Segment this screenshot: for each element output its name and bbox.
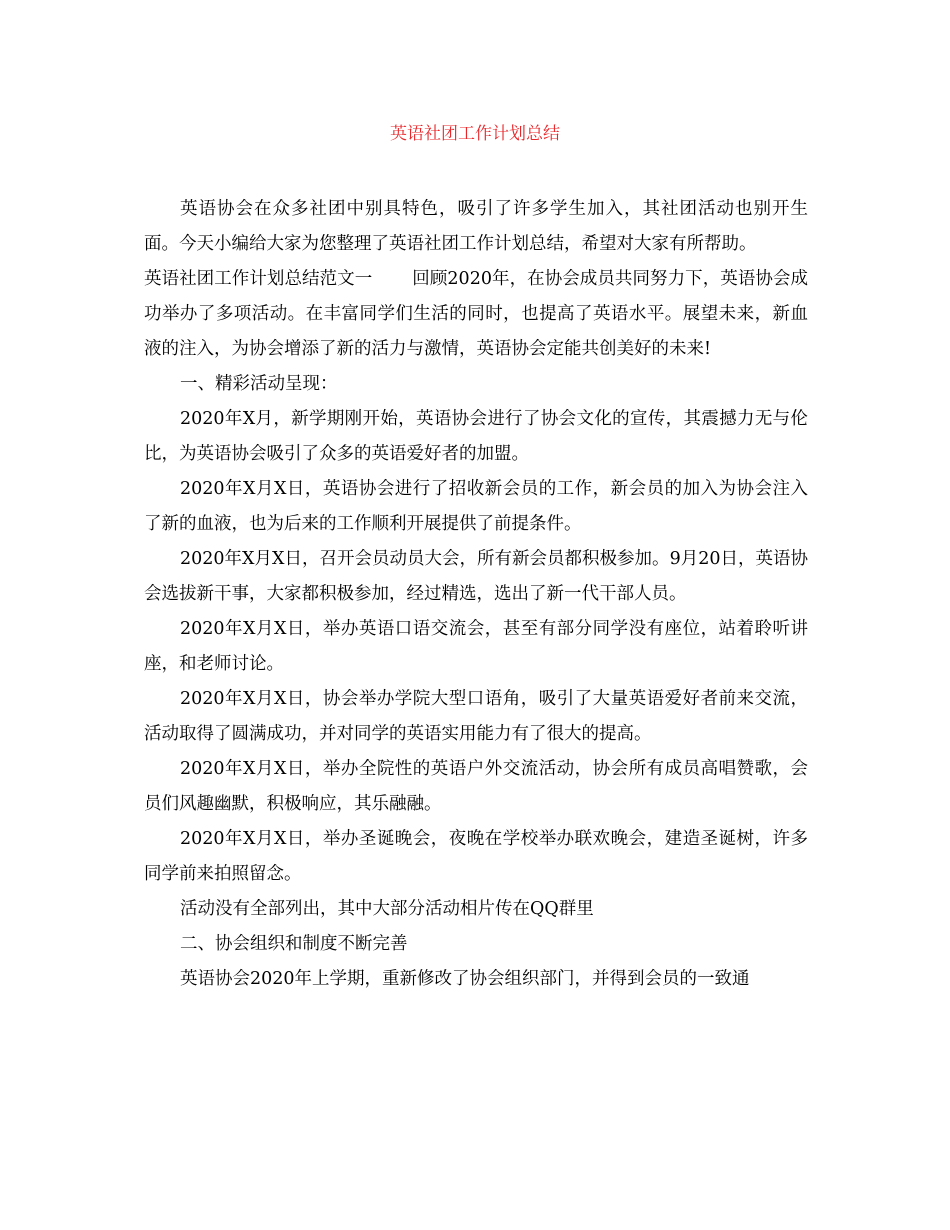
paragraph-activity: 2020年X月X日，协会举办学院大型口语角，吸引了大量英语爱好者前来交流，活动取得了圆满成功，并对同学的英语实用能力有了很大的提高。 — [144, 689, 808, 744]
section-heading-organization: 二、协会组织和制度不断完善 — [180, 934, 408, 954]
section-heading-activities: 一、精彩活动呈现： — [180, 374, 338, 394]
paragraph-note: 活动没有全部列出，其中大部分活动相片传在QQ群里 — [180, 899, 594, 919]
paragraph-sample-one — [144, 262, 808, 367]
paragraph-activity: 2020年X月X日，英语协会进行了招收新会员的工作，新会员的加入为协会注入了新的血液，也为后来的工作顺利开展提供了前提条件。 — [144, 479, 808, 534]
paragraph-activity: 2020年X月X日，举办全院性的英语户外交流活动，协会所有成员高唱赞歌，会员们风趣幽默，积极响应，其乐融融。 — [144, 759, 808, 814]
document-body — [144, 192, 808, 997]
paragraph-activity: 2020年X月X日，举办英语口语交流会，甚至有部分同学没有座位，站着聆听讲座，和老师讨论。 — [144, 619, 808, 674]
paragraph-activity: 2020年X月，新学期刚开始，英语协会进行了协会文化的宣传，其震撼力无与伦比，为英语协会吸引了众多的英语爱好者的加盟。 — [144, 409, 808, 464]
sample-text: 回顾2020年，在协会成员共同努力下，英语协会成功举办了多项活动。在丰富同学们生活的同时，也提高了英语水平。展望未来，新血液的注入，为协会增添了新的活力与激情，英语协会定能共创美好的未来! — [144, 269, 808, 359]
sample-heading: 英语社团工作计划总结范文一 — [144, 269, 373, 289]
document-title: 英语社团工作计划总结 — [390, 124, 560, 144]
paragraph-activity: 2020年X月X日，举办圣诞晚会，夜晚在学校举办联欢晚会，建造圣诞树，许多同学前来拍照留念。 — [144, 829, 808, 884]
paragraph-activity: 2020年X月X日，召开会员动员大会，所有新会员都积极参加。9月20日，英语协会选拔新干事，大家都积极参加，经过精选，选出了新一代干部人员。 — [144, 549, 808, 604]
paragraph-organization: 英语协会2020年上学期，重新修改了协会组织部门，并得到会员的一致通 — [180, 969, 750, 989]
paragraph-intro: 英语协会在众多社团中别具特色，吸引了许多学生加入，其社团活动也别开生面。今天小编给大家为您整理了英语社团工作计划总结，希望对大家有所帮助。 — [144, 199, 808, 254]
